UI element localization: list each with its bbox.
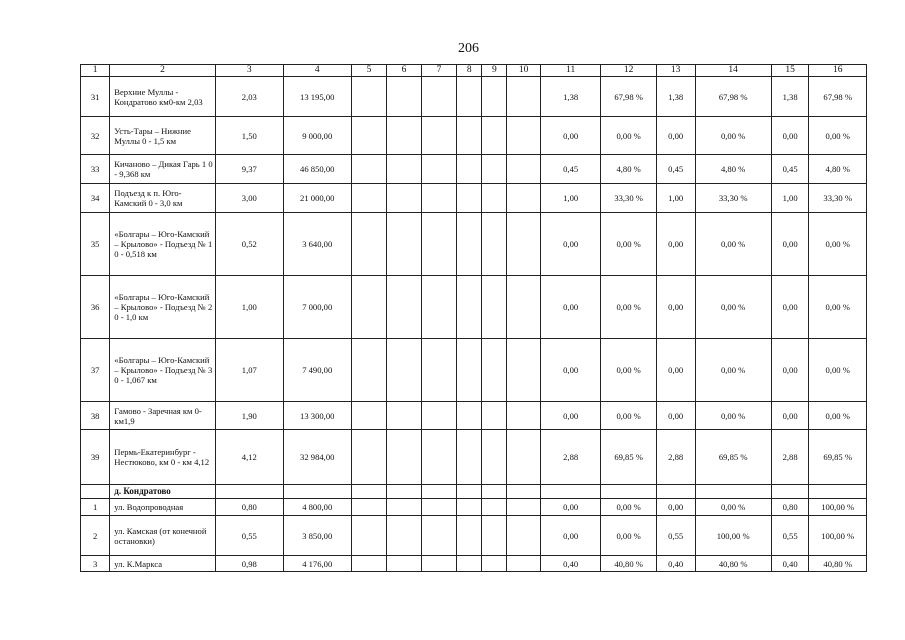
- cell-c14: 4,80 %: [695, 155, 771, 184]
- cell-empty: [387, 77, 421, 117]
- cell-empty: [387, 402, 421, 430]
- cell-c16: 69,85 %: [809, 430, 867, 485]
- cell-empty: [507, 213, 540, 276]
- cell-empty: [421, 155, 457, 184]
- cell-c2: «Болгары – Юго-Камский – Крылово» - Подъезд № 1 0 - 0,518 км: [110, 213, 216, 276]
- cell-c1: 2: [81, 516, 110, 556]
- cell-empty: [540, 485, 601, 499]
- section-row: [81, 485, 867, 499]
- cell-empty: [507, 402, 540, 430]
- cell-c16: 0,00 %: [809, 339, 867, 402]
- cell-c1: 38: [81, 402, 110, 430]
- cell-empty: [351, 77, 387, 117]
- cell-c1: 32: [81, 117, 110, 155]
- cell-empty: [507, 184, 540, 213]
- cell-c2: ул. Водопроводная: [110, 499, 216, 516]
- cell-c15: 0,00: [771, 276, 809, 339]
- cell-c13: 1,38: [656, 77, 695, 117]
- cell-c15: 0,00: [771, 117, 809, 155]
- cell-empty: [601, 485, 656, 499]
- cell-c4: 13 195,00: [283, 77, 351, 117]
- cell-empty: [457, 402, 482, 430]
- cell-c3: 0,52: [215, 213, 283, 276]
- cell-c15: 1,00: [771, 184, 809, 213]
- cell-empty: [507, 117, 540, 155]
- cell-c4: 46 850,00: [283, 155, 351, 184]
- cell-empty: [507, 276, 540, 339]
- cell-c15: 0,40: [771, 556, 809, 572]
- cell-empty: [457, 77, 482, 117]
- cell-empty: [457, 516, 482, 556]
- table-row: [81, 402, 867, 430]
- cell-c12: 33,30 %: [601, 184, 656, 213]
- cell-empty: [421, 556, 457, 572]
- cell-empty: [351, 402, 387, 430]
- cell-empty: [351, 556, 387, 572]
- cell-empty: [482, 516, 507, 556]
- cell-c4: 4 176,00: [283, 556, 351, 572]
- header-cell: 9: [482, 65, 507, 77]
- cell-c13: 1,00: [656, 184, 695, 213]
- cell-empty: [457, 117, 482, 155]
- cell-c14: 100,00 %: [695, 516, 771, 556]
- table-row: [81, 499, 867, 516]
- cell-c1: 1: [81, 499, 110, 516]
- cell-c4: 7 000,00: [283, 276, 351, 339]
- cell-empty: [457, 184, 482, 213]
- cell-empty: [351, 516, 387, 556]
- cell-c3: 1,00: [215, 276, 283, 339]
- cell-c16: 33,30 %: [809, 184, 867, 213]
- header-cell: 6: [387, 65, 421, 77]
- cell-c2: Кичаново – Дикая Гарь 1 0 - 9,368 км: [110, 155, 216, 184]
- table-row: [81, 556, 867, 572]
- cell-empty: [421, 485, 457, 499]
- cell-c14: 33,30 %: [695, 184, 771, 213]
- cell-c16: 67,98 %: [809, 77, 867, 117]
- cell-c1: 34: [81, 184, 110, 213]
- cell-empty: [351, 430, 387, 485]
- cell-c2: Усть-Тары – Нижние Муллы 0 - 1,5 км: [110, 117, 216, 155]
- cell-c12: 0,00 %: [601, 499, 656, 516]
- cell-empty: [482, 213, 507, 276]
- cell-empty: [81, 485, 110, 499]
- cell-empty: [507, 485, 540, 499]
- cell-c4: 3 640,00: [283, 213, 351, 276]
- cell-empty: [387, 499, 421, 516]
- cell-empty: [771, 485, 809, 499]
- cell-empty: [351, 213, 387, 276]
- cell-empty: [387, 117, 421, 155]
- cell-c11: 0,00: [540, 117, 601, 155]
- cell-c4: 4 800,00: [283, 499, 351, 516]
- cell-c14: 0,00 %: [695, 339, 771, 402]
- cell-c12: 0,00 %: [601, 213, 656, 276]
- cell-c12: 0,00 %: [601, 402, 656, 430]
- cell-c11: 0,00: [540, 516, 601, 556]
- cell-empty: [351, 184, 387, 213]
- cell-c15: 0,80: [771, 499, 809, 516]
- cell-c13: 0,55: [656, 516, 695, 556]
- cell-c14: 0,00 %: [695, 276, 771, 339]
- cell-c3: 1,90: [215, 402, 283, 430]
- cell-empty: [482, 556, 507, 572]
- cell-c3: 0,55: [215, 516, 283, 556]
- cell-empty: [457, 485, 482, 499]
- cell-empty: [507, 516, 540, 556]
- cell-empty: [351, 499, 387, 516]
- cell-c14: 40,80 %: [695, 556, 771, 572]
- cell-c2: ул. Камская (от конечной остановки): [110, 516, 216, 556]
- cell-c13: 0,00: [656, 339, 695, 402]
- cell-empty: [457, 213, 482, 276]
- cell-empty: [421, 402, 457, 430]
- cell-c1: 33: [81, 155, 110, 184]
- cell-empty: [457, 155, 482, 184]
- cell-empty: [351, 339, 387, 402]
- cell-empty: [507, 77, 540, 117]
- cell-c13: 0,00: [656, 117, 695, 155]
- cell-c4: 9 000,00: [283, 117, 351, 155]
- cell-c16: 40,80 %: [809, 556, 867, 572]
- cell-c2: Пермь-Екатеринбург - Нестюково, км 0 - км 4,12: [110, 430, 216, 485]
- cell-c15: 0,00: [771, 402, 809, 430]
- header-cell: 16: [809, 65, 867, 77]
- cell-empty: [421, 213, 457, 276]
- cell-empty: [507, 155, 540, 184]
- cell-c13: 0,45: [656, 155, 695, 184]
- cell-empty: [482, 485, 507, 499]
- cell-c1: 37: [81, 339, 110, 402]
- cell-c13: 0,00: [656, 213, 695, 276]
- cell-c11: 0,00: [540, 213, 601, 276]
- cell-c14: 0,00 %: [695, 499, 771, 516]
- cell-c2: Гамово - Заречная км 0-км1,9: [110, 402, 216, 430]
- cell-empty: [457, 499, 482, 516]
- cell-c12: 69,85 %: [601, 430, 656, 485]
- cell-c13: 0,00: [656, 276, 695, 339]
- table-row: [81, 213, 867, 276]
- cell-empty: [421, 339, 457, 402]
- header-cell: 12: [601, 65, 656, 77]
- cell-c12: 0,00 %: [601, 276, 656, 339]
- cell-c1: 39: [81, 430, 110, 485]
- cell-empty: [387, 184, 421, 213]
- cell-empty: [457, 276, 482, 339]
- cell-empty: [457, 339, 482, 402]
- table-row: [81, 155, 867, 184]
- cell-c4: 32 984,00: [283, 430, 351, 485]
- cell-empty: [809, 485, 867, 499]
- cell-c15: 0,00: [771, 339, 809, 402]
- cell-c3: 4,12: [215, 430, 283, 485]
- cell-empty: [421, 184, 457, 213]
- cell-empty: [283, 485, 351, 499]
- table-row: [81, 77, 867, 117]
- cell-c12: 0,00 %: [601, 117, 656, 155]
- cell-c13: 0,00: [656, 402, 695, 430]
- cell-empty: [421, 516, 457, 556]
- cell-c16: 0,00 %: [809, 117, 867, 155]
- cell-c16: 0,00 %: [809, 402, 867, 430]
- cell-c11: 1,38: [540, 77, 601, 117]
- cell-c1: 36: [81, 276, 110, 339]
- cell-empty: [351, 276, 387, 339]
- cell-c14: 0,00 %: [695, 213, 771, 276]
- header-cell: 15: [771, 65, 809, 77]
- cell-empty: [482, 184, 507, 213]
- cell-empty: [656, 485, 695, 499]
- cell-empty: [215, 485, 283, 499]
- cell-empty: [421, 499, 457, 516]
- cell-c11: 0,45: [540, 155, 601, 184]
- cell-c11: 1,00: [540, 184, 601, 213]
- cell-c12: 40,80 %: [601, 556, 656, 572]
- cell-empty: [482, 117, 507, 155]
- cell-c13: 0,00: [656, 499, 695, 516]
- cell-empty: [387, 556, 421, 572]
- cell-c11: 2,88: [540, 430, 601, 485]
- cell-empty: [482, 155, 507, 184]
- cell-c2: «Болгары – Юго-Камский – Крылово» - Подъезд № 3 0 - 1,067 км: [110, 339, 216, 402]
- cell-c14: 0,00 %: [695, 402, 771, 430]
- cell-c11: 0,00: [540, 339, 601, 402]
- cell-empty: [421, 77, 457, 117]
- cell-c4: 21 000,00: [283, 184, 351, 213]
- table-row: [81, 430, 867, 485]
- cell-empty: [482, 77, 507, 117]
- cell-empty: [421, 430, 457, 485]
- cell-c16: 0,00 %: [809, 213, 867, 276]
- cell-empty: [695, 485, 771, 499]
- cell-empty: [507, 499, 540, 516]
- header-row: [81, 65, 867, 77]
- cell-empty: [351, 155, 387, 184]
- header-cell: 13: [656, 65, 695, 77]
- header-cell: 2: [110, 65, 216, 77]
- cell-c12: 67,98 %: [601, 77, 656, 117]
- cell-c12: 4,80 %: [601, 155, 656, 184]
- cell-c15: 0,55: [771, 516, 809, 556]
- cell-empty: [387, 155, 421, 184]
- cell-empty: [351, 485, 387, 499]
- cell-empty: [387, 430, 421, 485]
- cell-c15: 0,00: [771, 213, 809, 276]
- cell-c3: 9,37: [215, 155, 283, 184]
- cell-empty: [421, 276, 457, 339]
- cell-c11: 0,40: [540, 556, 601, 572]
- header-cell: 11: [540, 65, 601, 77]
- table-row: [81, 117, 867, 155]
- cell-empty: [387, 276, 421, 339]
- cell-c3: 2,03: [215, 77, 283, 117]
- cell-c11: 0,00: [540, 402, 601, 430]
- header-cell: 5: [351, 65, 387, 77]
- header-cell: 14: [695, 65, 771, 77]
- table-row: [81, 339, 867, 402]
- cell-c11: 0,00: [540, 276, 601, 339]
- cell-c1: 3: [81, 556, 110, 572]
- header-cell: 7: [421, 65, 457, 77]
- cell-c3: 0,98: [215, 556, 283, 572]
- cell-c15: 0,45: [771, 155, 809, 184]
- cell-empty: [351, 117, 387, 155]
- header-cell: 8: [457, 65, 482, 77]
- cell-c4: 13 300,00: [283, 402, 351, 430]
- cell-c12: 0,00 %: [601, 516, 656, 556]
- data-table: [80, 64, 867, 572]
- cell-c14: 67,98 %: [695, 77, 771, 117]
- cell-empty: [482, 402, 507, 430]
- cell-empty: [457, 430, 482, 485]
- cell-c12: 0,00 %: [601, 339, 656, 402]
- cell-c2: Верхние Муллы - Кондратово км0-км 2,03: [110, 77, 216, 117]
- cell-empty: [387, 213, 421, 276]
- cell-c13: 0,40: [656, 556, 695, 572]
- cell-c4: 3 850,00: [283, 516, 351, 556]
- cell-empty: [482, 276, 507, 339]
- cell-c3: 1,07: [215, 339, 283, 402]
- table-row: [81, 276, 867, 339]
- cell-empty: [457, 556, 482, 572]
- cell-c1: 31: [81, 77, 110, 117]
- cell-c1: 35: [81, 213, 110, 276]
- cell-c15: 1,38: [771, 77, 809, 117]
- cell-empty: [507, 556, 540, 572]
- header-cell: 3: [215, 65, 283, 77]
- cell-empty: [387, 516, 421, 556]
- cell-c13: 2,88: [656, 430, 695, 485]
- cell-c15: 2,88: [771, 430, 809, 485]
- page-number: 206: [458, 41, 479, 56]
- table-row: [81, 516, 867, 556]
- cell-empty: [421, 117, 457, 155]
- cell-c14: 69,85 %: [695, 430, 771, 485]
- header-cell: 4: [283, 65, 351, 77]
- cell-c16: 100,00 %: [809, 516, 867, 556]
- cell-empty: [482, 339, 507, 402]
- cell-empty: [387, 339, 421, 402]
- cell-c2: ул. К.Маркса: [110, 556, 216, 572]
- cell-empty: [387, 485, 421, 499]
- cell-empty: [482, 430, 507, 485]
- cell-empty: [507, 430, 540, 485]
- cell-c3: 0,80: [215, 499, 283, 516]
- cell-empty: [482, 499, 507, 516]
- cell-c2: «Болгары – Юго-Камский – Крылово» - Подъезд № 2 0 - 1,0 км: [110, 276, 216, 339]
- section-title: д. Кондратово: [110, 485, 216, 499]
- cell-empty: [507, 339, 540, 402]
- cell-c2: Подъезд к п. Юго-Камский 0 - 3,0 км: [110, 184, 216, 213]
- header-cell: 1: [81, 65, 110, 77]
- cell-c16: 4,80 %: [809, 155, 867, 184]
- cell-c3: 3,00: [215, 184, 283, 213]
- cell-c16: 0,00 %: [809, 276, 867, 339]
- cell-c4: 7 490,00: [283, 339, 351, 402]
- cell-c16: 100,00 %: [809, 499, 867, 516]
- table-row: [81, 184, 867, 213]
- cell-c11: 0,00: [540, 499, 601, 516]
- header-cell: 10: [507, 65, 540, 77]
- cell-c14: 0,00 %: [695, 117, 771, 155]
- cell-c3: 1,50: [215, 117, 283, 155]
